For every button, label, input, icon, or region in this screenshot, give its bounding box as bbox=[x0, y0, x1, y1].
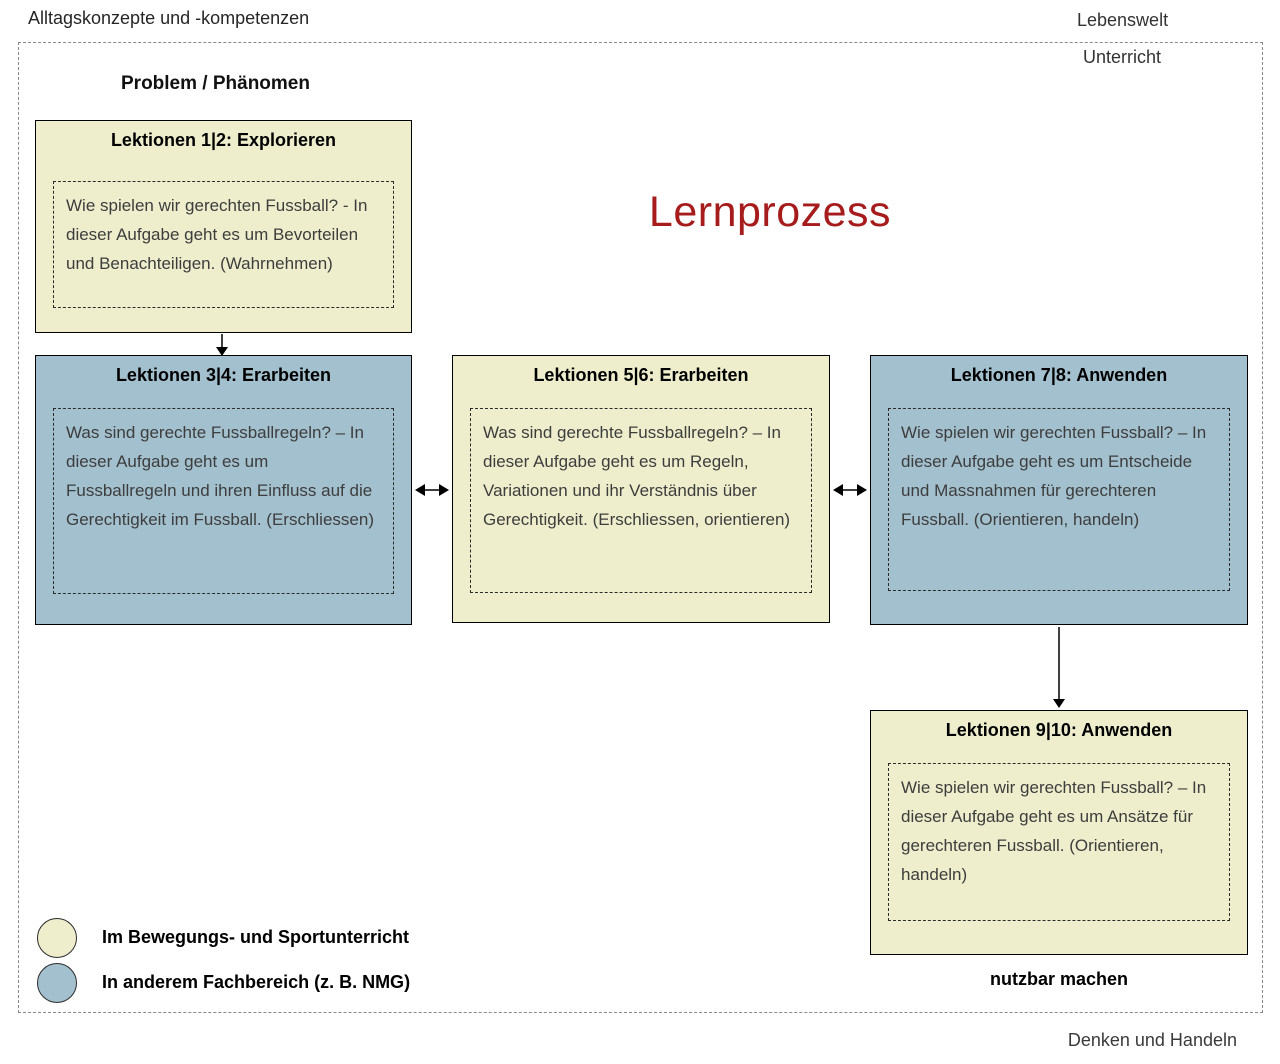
box-lektionen-5-6 bbox=[452, 355, 830, 623]
label-lebenswelt: Lebenswelt bbox=[1077, 10, 1169, 30]
box-lektionen-3-4-title: Lektionen 3|4: Erarbeiten bbox=[115, 365, 332, 385]
legend-item-other-subject bbox=[37, 960, 410, 1005]
box-lektionen-7-8 bbox=[870, 355, 1248, 625]
legend-item-sport-label: Im Bewegungs- und Sportunterricht bbox=[102, 927, 410, 947]
box-lektionen-9-10-description: Wie spielen wir gerechten Fussball? – In dieser Aufgabe geht es um Ansätze für gerechteren Fussball. (Orientieren, handeln) bbox=[888, 763, 1230, 921]
box-lektionen-1-2 bbox=[35, 120, 412, 333]
box-lektionen-7-8-title: Lektionen 7|8: Anwenden bbox=[950, 365, 1168, 385]
other-subject-color-circle-icon bbox=[37, 963, 77, 1003]
sport-color-circle-icon bbox=[37, 918, 77, 958]
label-denken-und-handeln: Denken und Handeln bbox=[1067, 1030, 1237, 1050]
label-problem-phaenomen: Problem / Phänomen bbox=[121, 73, 310, 94]
label-alltagskonzepte: Alltagskonzepte und -kompetenzen bbox=[28, 8, 310, 28]
box-lektionen-3-4 bbox=[35, 355, 412, 625]
box-lektionen-9-10-title: Lektionen 9|10: Anwenden bbox=[945, 720, 1173, 740]
legend-item-other-subject-label: In anderem Fachbereich (z. B. NMG) bbox=[102, 972, 411, 992]
box-lektionen-3-4-description: Was sind gerechte Fussballregeln? – In dieser Aufgabe geht es um Fussballregeln und ihren Einfluss auf die Gerechtigkeit im Fussball. (Erschliessen) bbox=[53, 408, 394, 594]
legend-item-sport bbox=[37, 915, 410, 960]
box-lektionen-5-6-description: Was sind gerechte Fussballregeln? – In dieser Aufgabe geht es um Regeln, Variationen und ihr Verständnis über Gerechtigkeit. (Erschliessen, orientieren) bbox=[470, 408, 812, 593]
box-lektionen-9-10 bbox=[870, 710, 1248, 955]
label-unterricht: Unterricht bbox=[1083, 47, 1162, 67]
legend bbox=[37, 915, 410, 1005]
diagram-title: Lernprozess bbox=[648, 188, 892, 236]
box-lektionen-5-6-title: Lektionen 5|6: Erarbeiten bbox=[533, 365, 749, 385]
box-lektionen-7-8-description: Wie spielen wir gerechten Fussball? – In dieser Aufgabe geht es um Entscheide und Massnahmen für gerechteren Fussball. (Orientieren, handeln) bbox=[888, 408, 1230, 591]
box-lektionen-1-2-title: Lektionen 1|2: Explorieren bbox=[110, 130, 337, 150]
box-lektionen-1-2-description: Wie spielen wir gerechten Fussball? - In dieser Aufgabe geht es um Bevorteilen und Benachteiligen. (Wahrnehmen) bbox=[53, 181, 394, 308]
label-nutzbar-machen: nutzbar machen bbox=[989, 969, 1129, 989]
